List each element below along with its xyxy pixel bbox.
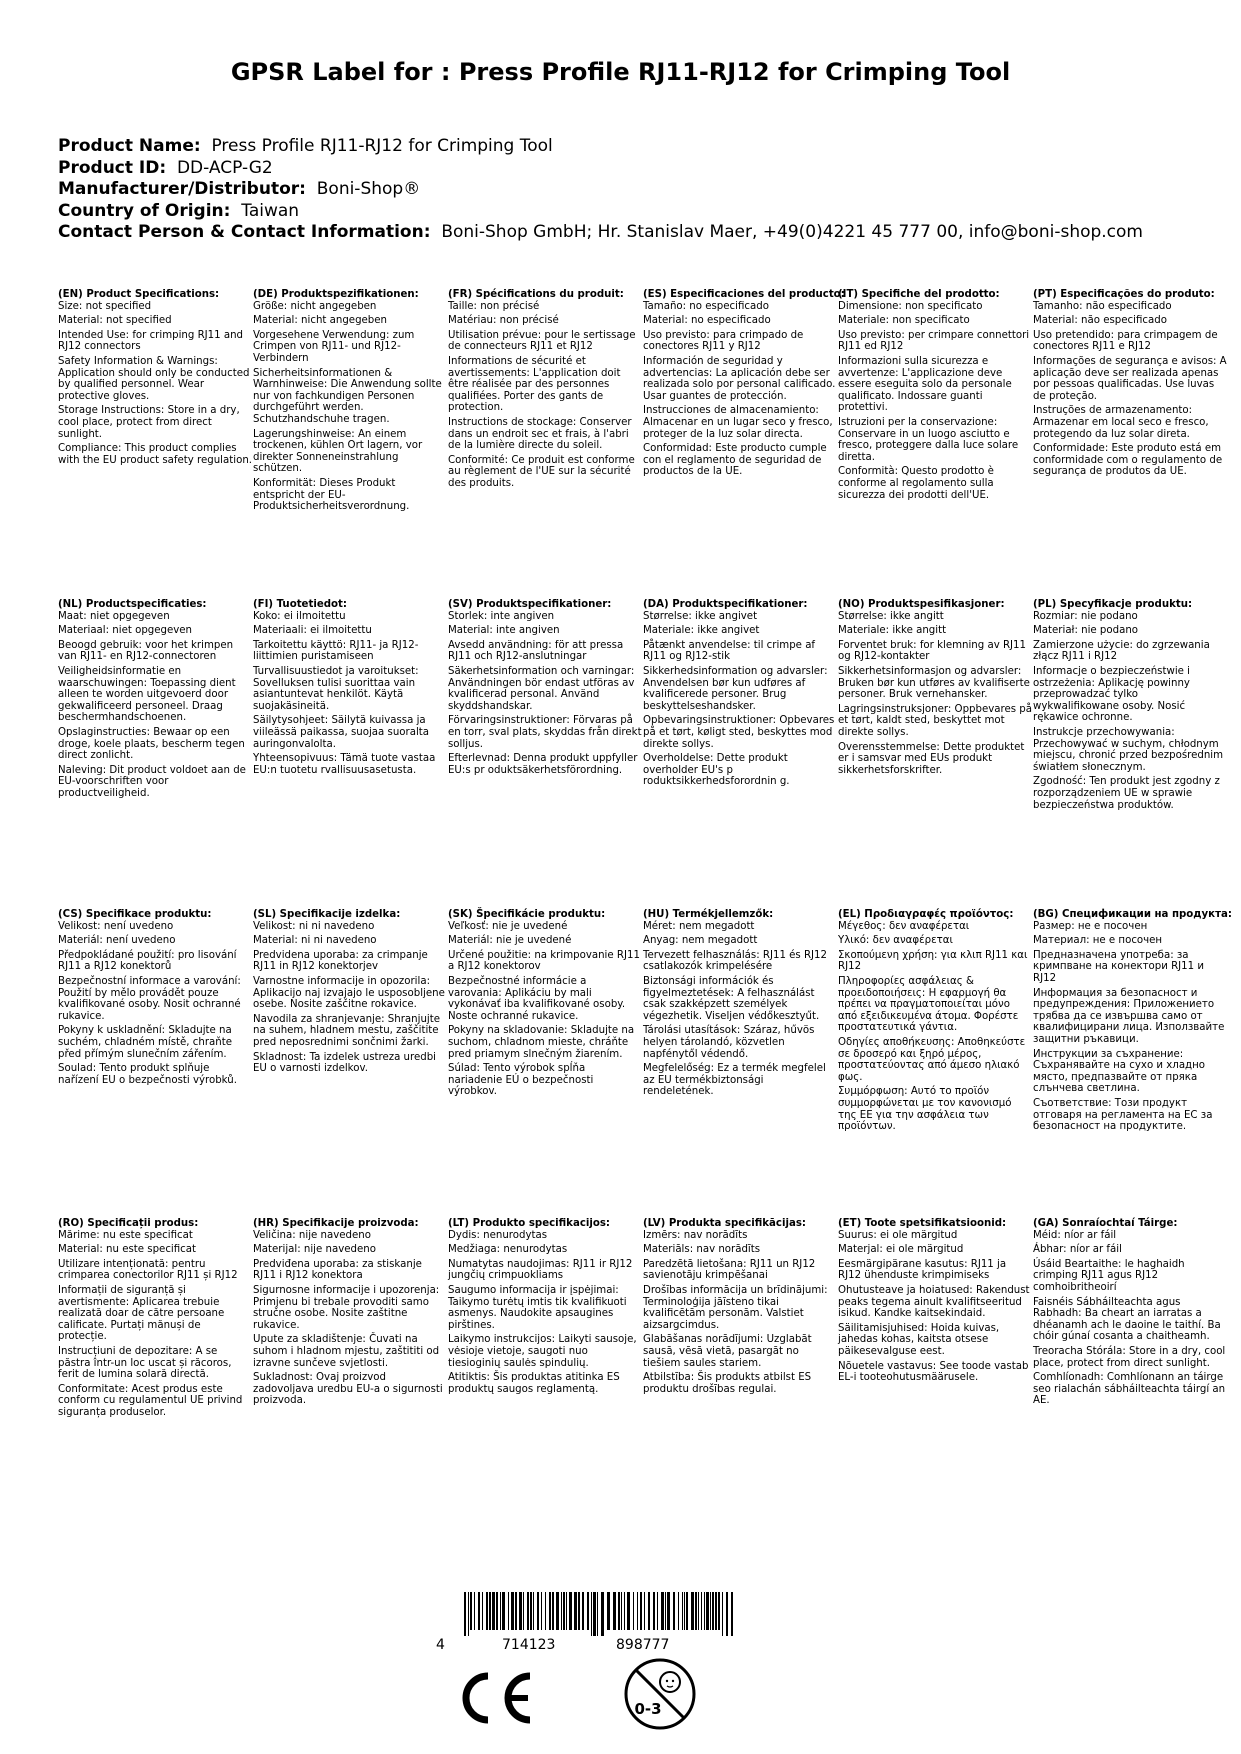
spec-paragraph: Rozmiar: nie podano — [1033, 610, 1138, 622]
barcode-bar — [715, 1592, 717, 1630]
spec-paragraph: Conformidad: Este producto cumple con el reglamento de seguridad de productos de la UE. — [643, 443, 827, 478]
barcode-bar — [478, 1592, 480, 1630]
spec-paragraph: Nõuetele vastavus: See toode vastab EL-i tooteohutusmäärusele. — [838, 1360, 1029, 1384]
spec-paragraph: Upute za skladištenje: Čuvati na suhom i hladnom mjestu, zaštititi od izravne sunčeve svjetlosti. — [253, 1334, 440, 1369]
spec-paragraph: Conformidade: Este produto está em conformidade com o regulamento de segurança de produtos da UE. — [1033, 443, 1223, 478]
spec-section — [448, 599, 642, 779]
spec-paragraph: Съответствие: Този продукт отговаря на регламента на ЕС за безопасност на продуктите. — [1033, 1097, 1213, 1133]
spec-paragraph: Glabāšanas norādījumi: Uzglabāt sausā, vēsā vietā, pasargāt no tiešiem saules stariem. — [643, 1334, 812, 1369]
spec-section — [838, 289, 1032, 504]
spec-paragraph: Conformitate: Acest produs este conform cu regulamentul UE privind siguranța produselor. — [58, 1383, 243, 1418]
spec-paragraph: Opbevaringsinstruktioner: Opbevares på et tørt, køligt sted, beskyttes mod direkte sollys. — [643, 715, 835, 750]
spec-paragraph: Forventet bruk: for klemning av RJ11 og RJ12-kontakter — [838, 639, 1027, 663]
spec-row — [58, 289, 1238, 589]
spec-paragraph: Informations de sécurité et avertissements: L'application doit être réalisée par des personnes qualifiées. Porter des gants de protection. — [448, 355, 621, 414]
barcode-bar — [661, 1592, 664, 1630]
spec-paragraph: Größe: nicht angegeben — [253, 300, 377, 312]
spec-paragraph: Lagringsinstruksjoner: Oppbevares på et tørt, kaldt sted, beskyttet mot direkte sollys. — [838, 703, 1032, 738]
barcode-bar — [496, 1592, 498, 1630]
spec-paragraph: Konformität: Dieses Produkt entspricht der EU-Produktsicherheitsverordnung. — [253, 477, 410, 513]
barcode-bar — [523, 1592, 524, 1630]
barcode-bar — [593, 1592, 596, 1636]
spec-section-heading: (PT) Especificações do produto: — [1033, 289, 1215, 300]
barcode-bar — [731, 1592, 733, 1636]
barcode-bar — [563, 1592, 565, 1630]
barcode-bars — [464, 1592, 734, 1636]
spec-paragraph: Informazioni sulla sicurezza e avvertenze: L'applicazione deve essere eseguita solo da personale qualificato. Indossare guanti protettivi. — [838, 355, 1012, 414]
spec-paragraph: Compliance: This product complies with the EU product safety regulation. — [58, 443, 253, 466]
spec-paragraph: Sikkerhedsinformation og advarsler: Anvendelsen bør kun udføres af kvalificerede personer. Brug beskyttelseshandsker. — [643, 665, 828, 712]
spec-paragraph: Storlek: inte angiven — [448, 610, 555, 622]
ean-barcode — [436, 1592, 736, 1658]
barcode-bar — [665, 1592, 666, 1630]
spec-paragraph: Velikost: ni ni navedeno — [253, 920, 375, 932]
spec-paragraph: Size: not specified — [58, 300, 152, 312]
spec-paragraph: Instrucciones de almacenamiento: Almacenar en un lugar seco y fresco, proteger de la luz solar directa. — [643, 405, 833, 440]
country-row — [58, 201, 1143, 223]
spec-section-heading: (LT) Produkto specifikacijos: — [448, 1218, 610, 1229]
spec-section-heading: (DA) Produktspecifikationer: — [643, 599, 808, 610]
spec-section-heading: (SV) Produktspecifikationer: — [448, 599, 612, 610]
spec-paragraph: Velikost: není uvedeno — [58, 920, 174, 932]
spec-section — [253, 289, 447, 516]
spec-paragraph: Dimensione: non specificato — [838, 300, 983, 312]
spec-paragraph: Uso pretendido: para crimpagem de conectores RJ11 e RJ12 — [1033, 329, 1218, 353]
barcode-bar — [474, 1592, 475, 1630]
barcode-bar — [530, 1592, 532, 1630]
info-label: Contact Person & Contact Information: — [58, 222, 431, 242]
spec-paragraph: Informacje o bezpieczeństwie i ostrzeżenia: Aplikację powinny przeprowadzać tylko wykwalifikowane osoby. Nosić rękawice ochronne. — [1033, 665, 1190, 724]
spec-paragraph: Material: not specified — [58, 315, 172, 327]
spec-paragraph: Размер: не е посочен — [1033, 920, 1148, 932]
spec-paragraph: Atbilstība: Šis produkts atbilst ES produktu drošības regulai. — [643, 1372, 812, 1395]
barcode-bar — [541, 1592, 542, 1630]
spec-section-heading: (BG) Спецификации на продукта: — [1033, 909, 1232, 920]
spec-paragraph: Säilitamisjuhised: Hoida kuivas, jahedas kohas, kaitsta otsese päikesevalguse eest. — [838, 1322, 1000, 1357]
spec-paragraph: Megfelelőség: Ez a termék megfelel az EU termékbiztonsági rendeletének. — [643, 1063, 826, 1098]
barcode-bar — [519, 1592, 522, 1630]
spec-paragraph: Určené použitie: na krimpovanie RJ11 a RJ12 konektorov — [448, 949, 640, 973]
spec-section — [58, 289, 252, 469]
barcode-bar — [657, 1592, 658, 1630]
spec-row — [58, 599, 1238, 899]
spec-section — [448, 1218, 642, 1398]
spec-paragraph: Úsáid Beartaithe: le haghaidh crimping RJ11 agus RJ12 comhoibritheoirí — [1033, 1258, 1185, 1293]
spec-paragraph: Instrukcje przechowywania: Przechowywać w suchym, chłodnym miejscu, chronić przed bezpośrednim światłem słonecznym. — [1033, 726, 1224, 773]
spec-paragraph: Koko: ei ilmoitettu — [253, 610, 346, 622]
info-value: Taiwan — [241, 200, 300, 221]
spec-section — [643, 909, 837, 1101]
spec-paragraph: Comhlíonadh: Comhlíonann an táirge seo rialachán sábháilteachta táirgí an AE. — [1033, 1372, 1226, 1407]
spec-paragraph: Materiál: není uvedeno — [58, 935, 176, 947]
barcode-bar — [684, 1592, 685, 1630]
barcode-bar — [537, 1592, 539, 1630]
spec-paragraph: Bezpečnostní informace a varování: Použití by mělo provádět pouze kvalifikované osoby. Nosit ochranné rukavice. — [58, 975, 241, 1022]
spec-paragraph: Størrelse: ikke angivet — [643, 610, 758, 622]
spec-paragraph: Предназначена употреба: за кримпване на конектори RJ11 и RJ12 — [1033, 949, 1205, 984]
barcode-digit-first: 4 — [436, 1637, 445, 1653]
barcode-bar — [667, 1592, 670, 1630]
info-label: Country of Origin: — [58, 200, 231, 221]
spec-paragraph: Atitiktis: Šis produktas atitinka ES produktų saugos reglamentą. — [448, 1372, 620, 1395]
barcode-bar — [578, 1592, 580, 1630]
spec-paragraph: Materiale: ikke angitt — [838, 625, 947, 637]
barcode-digits-left: 714123 — [502, 1637, 556, 1653]
spec-paragraph: Material: nu este specificat — [58, 1244, 197, 1256]
spec-paragraph: Tamaño: no especificado — [643, 300, 769, 312]
spec-paragraph: Materiale: non specificato — [838, 315, 970, 327]
spec-paragraph: Paredzētā lietošana: RJ11 un RJ12 savienotāju krimpēšanai — [643, 1258, 816, 1282]
spec-paragraph: Veiligheidsinformatie en waarschuwingen: Toepassing dient alleen te worden uitgevoerd door gekwalificeerd personeel. Draag beschermhandschoenen. — [58, 665, 236, 724]
spec-paragraph: Säkerhetsinformation och varningar: Användningen bör endast utföras av kvalificerad personal. Använd skyddshandskar. — [448, 665, 635, 712]
barcode-bar — [613, 1592, 616, 1630]
barcode-bar — [640, 1592, 642, 1630]
spec-paragraph: Intended Use: for crimping RJ11 and RJ12 connectors — [58, 329, 244, 353]
spec-section — [838, 1218, 1032, 1387]
spec-paragraph: Información de seguridad y advertencias: La aplicación debe ser realizada solo por personal calificado. Usar guantes de protección. — [643, 355, 836, 402]
spec-paragraph: Méid: níor ar fáil — [1033, 1229, 1117, 1241]
spec-paragraph: Taille: non précisé — [448, 300, 540, 312]
spec-paragraph: Treoracha Stórála: Store in a dry, cool place, protect from direct sunlight. — [1033, 1345, 1226, 1369]
spec-section-heading: (ES) Especificaciones del producto: — [643, 289, 845, 300]
barcode-bar — [704, 1592, 705, 1630]
spec-section — [1033, 289, 1227, 481]
info-value: DD-ACP-G2 — [176, 157, 273, 178]
barcode-bar — [706, 1592, 709, 1630]
spec-paragraph: Dydis: nenurodytas — [448, 1229, 548, 1241]
spec-paragraph: Súlad: Tento výrobok spĺňa nariadenie EÚ o bezpečnosti výrobkov. — [448, 1063, 594, 1098]
spec-paragraph: Bezpečnostné informácie a varovania: Aplikáciu by mali vykonávať iba kvalifikované osoby. Noste ochranné rukavice. — [448, 975, 626, 1022]
barcode-bar — [682, 1592, 683, 1630]
barcode-bar — [489, 1592, 491, 1630]
info-label: Manufacturer/Distributor: — [58, 179, 306, 199]
spec-section — [448, 909, 642, 1101]
barcode-digits-right: 898777 — [616, 1637, 670, 1653]
spec-section — [448, 289, 642, 493]
spec-section-heading: (HR) Specifikacije proizvoda: — [253, 1218, 419, 1229]
barcode-bar — [591, 1592, 592, 1636]
spec-paragraph: Materiale: ikke angivet — [643, 625, 760, 637]
barcode-bar — [627, 1592, 630, 1630]
spec-paragraph: Instruções de armazenamento: Armazenar em local seco e fresco, protegendo da luz solar direta. — [1033, 405, 1209, 440]
spec-paragraph: Mărime: nu este specificat — [58, 1229, 193, 1241]
spec-paragraph: Overensstemmelse: Dette produktet er i samsvar med EUs produkt sikkerhetsforskrifter. — [838, 741, 1025, 776]
spec-paragraph: Laikymo instrukcijos: Laikyti sausoje, vėsioje vietoje, saugoti nuo tiesioginių saulės spindulių. — [448, 1334, 637, 1369]
info-value: Press Profile RJ11-RJ12 for Crimping Tool — [211, 136, 553, 156]
spec-paragraph: Conformità: Questo prodotto è conforme al regolamento sulla sicurezza dei prodotti dell'UE. — [838, 466, 994, 501]
info-label: Product Name: — [58, 136, 201, 156]
spec-paragraph: Sicherheitsinformationen & Warnhinweise: Die Anwendung sollte nur von fachkundigen Personen durchgeführt werden. Schutzhandschuhe tragen. — [253, 367, 442, 425]
spec-row — [58, 1218, 1238, 1518]
spec-paragraph: Tervezett felhasználás: RJ11 és RJ12 csatlakozók krimpelésére — [643, 949, 828, 973]
barcode-bar — [637, 1592, 638, 1630]
spec-paragraph: Istruzioni per la conservazione: Conservare in un luogo asciutto e fresco, proteggere dalla luce solare diretta. — [838, 416, 1019, 463]
spec-paragraph: Informații de siguranță și avertismente: Aplicarea trebuie realizată doar de către persoane calificate. Purtați mănuși de protecție. — [58, 1284, 225, 1343]
spec-paragraph: Инструкции за съхранение: Съхранявайте на сухо и хладно място, предпазвайте от пряка слънчева светлина. — [1033, 1048, 1205, 1095]
spec-paragraph: Sikkerhetsinformasjon og advarsler: Bruken bør kun utføres av kvalifiserte personer. Bruk vernehansker. — [838, 665, 1030, 701]
spec-section-heading: (NO) Produktspesifikasjoner: — [838, 599, 1005, 610]
spec-paragraph: Säilytysohjeet: Säilytä kuivassa ja viileässä paikassa, suojaa suoralta auringonvalolta. — [253, 715, 430, 750]
spec-section — [253, 599, 447, 779]
spec-paragraph: Pokyny na skladovanie: Skladujte na suchom, chladnom mieste, chráňte pred priamym slnečným žiarením. — [448, 1025, 635, 1060]
spec-paragraph: Utilisation prévue: pour le sertissage de connecteurs RJ11 et RJ12 — [448, 329, 636, 353]
contact-row — [58, 222, 1143, 244]
barcode-bar — [470, 1592, 472, 1630]
barcode-bar — [695, 1592, 697, 1630]
spec-paragraph: Veľkosť: nie je uvedené — [448, 920, 568, 932]
spec-paragraph: Medžiaga: nenurodytas — [448, 1244, 568, 1256]
spec-paragraph: Skladnost: Ta izdelek ustreza uredbi EU o varnosti izdelkov. — [253, 1051, 437, 1075]
spec-section — [1033, 599, 1227, 814]
barcode-bar — [464, 1592, 466, 1636]
spec-paragraph: Biztonsági információk és figyelmeztetések: A felhasználást csak szakképzett személyek végezhetik. Viseljen védőkesztyűt. — [643, 975, 820, 1022]
spec-paragraph: Størrelse: ikke angitt — [838, 610, 944, 622]
info-label: Product ID: — [58, 157, 167, 178]
spec-paragraph: Eesmärgipärane kasutus: RJ11 ja RJ12 ühenduste krimpimiseks — [838, 1258, 1007, 1282]
spec-paragraph: Material: não especificado — [1033, 315, 1167, 327]
spec-paragraph: Méret: nem megadott — [643, 920, 755, 932]
spec-section — [838, 599, 1032, 779]
spec-section-heading: (PL) Specyfikacje produktu: — [1033, 599, 1193, 610]
spec-paragraph: Uso previsto: para crimpado de conectores RJ11 y RJ12 — [643, 329, 804, 353]
spec-paragraph: Tárolási utasítások: Száraz, hűvös helyen tárolandó, közvetlen napfénytől védendő. — [643, 1025, 815, 1060]
spec-paragraph: Material: ni ni navedeno — [253, 935, 377, 947]
spec-section-heading: (DE) Produktspezifikationen: — [253, 289, 419, 300]
barcode-bar — [597, 1592, 598, 1636]
spec-paragraph: Conformité: Ce produit est conforme au règlement de l'UE sur la sécurité des produits. — [448, 454, 635, 489]
barcode-bar — [587, 1592, 589, 1630]
spec-paragraph: Matériau: non précisé — [448, 315, 559, 327]
spec-paragraph: Efterlevnad: Denna produkt uppfyller EU:s pr oduktsäkerhetsförordning. — [448, 753, 638, 776]
spec-paragraph: Zgodność: Ten produkt jest zgodny z rozporządzeniem UE w sprawie bezpieczeństwa produktów. — [1033, 776, 1220, 811]
spec-paragraph: Uso previsto: per crimpare connettori RJ11 ed RJ12 — [838, 329, 1030, 353]
spec-paragraph: Informações de segurança e avisos: A aplicação deve ser realizada apenas por pessoas qualificadas. Use luvas de proteção. — [1033, 355, 1227, 402]
barcode-bar — [712, 1592, 714, 1630]
barcode-bar — [574, 1592, 577, 1630]
spec-paragraph: Maat: niet opgegeven — [58, 610, 170, 622]
spec-paragraph: Předpokládané použití: pro lisování RJ11 a RJ12 konektorů — [58, 949, 237, 973]
barcode-bar — [515, 1592, 517, 1630]
spec-paragraph: Numatytas naudojimas: RJ11 ir RJ12 jungčių crimpuokliams — [448, 1258, 633, 1282]
barcode-bar — [582, 1592, 584, 1630]
spec-paragraph: Saugumo informacija ir įspėjimai: Taikymo turėtų imtis tik kvalifikuoti asmenys. Naudokite apsaugines pirštines. — [448, 1284, 627, 1331]
spec-section-heading: (FR) Spécifications du produit: — [448, 289, 624, 300]
spec-paragraph: Naleving: Dit product voldoet aan de EU-voorschriften voor productveiligheid. — [58, 764, 246, 799]
spec-paragraph: Materijal: nije navedeno — [253, 1244, 376, 1256]
spec-paragraph: Instructions de stockage: Conserver dans un endroit sec et frais, à l'abri de la lumière directe du soleil. — [448, 416, 632, 452]
spec-paragraph: Ábhar: níor ar fáil — [1033, 1244, 1122, 1256]
barcode-bar — [569, 1592, 572, 1630]
spec-paragraph: Πληροφορίες ασφάλειας & προειδοποιήσεις: Η εφαρμογή θα πρέπει να πραγματοποιείται μόνο από εξειδικευμένα άτομα. Φορέστε προστατευτικά γάντια. — [838, 975, 1019, 1034]
spec-section-heading: (ET) Toote spetsifikatsioonid: — [838, 1218, 1007, 1229]
barcode-bar — [533, 1592, 534, 1630]
barcode-bar — [556, 1592, 559, 1630]
barcode-bar — [726, 1592, 728, 1636]
spec-paragraph: Информация за безопасност и предупреждения: Приложението трябва да се извършва само от квалифицирани лица. Използвайте защитни ръкавици. — [1033, 987, 1225, 1045]
spec-section — [58, 599, 252, 803]
spec-paragraph: Tamanho: não especificado — [1033, 300, 1172, 312]
spec-paragraph: Material: no especificado — [643, 315, 771, 327]
barcode-bar — [552, 1592, 554, 1630]
barcode-bar — [508, 1592, 509, 1630]
spec-section-heading: (EN) Product Specifications: — [58, 289, 220, 300]
info-value: Boni-Shop GmbH; Hr. Stanislav Maer, +49(0)4221 45 777 00, info@boni-shop.com — [441, 222, 1143, 242]
spec-section-heading: (EL) Προδιαγραφές προϊόντος: — [838, 909, 1014, 920]
spec-paragraph: Soulad: Tento produkt splňuje nařízení EU o bezpečnosti výrobků. — [58, 1063, 237, 1086]
spec-paragraph: Instrucțiuni de depozitare: A se păstra într-un loc uscat și răcoros, ferit de lumina solară directă. — [58, 1345, 232, 1381]
label-title: GPSR Label for : Press Profile RJ11-RJ12 for Crimping Tool — [230, 58, 1011, 86]
spec-paragraph: Opslaginstructies: Bewaar op een droge, koele plaats, bescherm tegen direct zonlicht. — [58, 726, 245, 762]
ce-mark-icon — [452, 1670, 536, 1730]
barcode-bar — [502, 1592, 505, 1630]
barcode-bar — [698, 1592, 699, 1630]
barcode-bar — [633, 1592, 634, 1630]
spec-paragraph: Yhteensopivuus: Tämä tuote vastaa EU:n tuotetu rvallisuusasetusta. — [253, 753, 436, 776]
spec-paragraph: Izmērs: nav norādīts — [643, 1229, 748, 1241]
barcode-bar — [527, 1592, 529, 1630]
spec-paragraph: Materiaal: niet opgegeven — [58, 625, 193, 637]
spec-paragraph: Overholdelse: Dette produkt overholder EU's p roduktsikkerhedsforordnin g. — [643, 753, 790, 788]
spec-paragraph: Υλικό: δεν αναφέρεται — [838, 935, 953, 947]
spec-paragraph: Predvidena uporaba: za crimpanje RJ11 in RJ12 konektorjev — [253, 949, 428, 973]
spec-paragraph: Οδηγίες αποθήκευσης: Αποθηκεύστε σε δροσερό και ξηρό μέρος, προστατεύοντας από άμεσο ηλιακό φως. — [838, 1036, 1026, 1083]
spec-section-heading: (LV) Produkta specifikācijas: — [643, 1218, 806, 1229]
barcode-bar — [607, 1592, 610, 1630]
barcode-bar — [566, 1592, 567, 1630]
spec-section — [253, 909, 447, 1078]
barcode-bar — [701, 1592, 702, 1630]
spec-section-heading: (IT) Specifiche del prodotto: — [838, 289, 1000, 300]
barcode-bar — [482, 1592, 483, 1630]
spec-section — [1033, 1218, 1227, 1410]
spec-paragraph: Turvallisuustiedot ja varoitukset: Sovelluksen tulisi suorittaa vain asiantuntevat henkilöt. Käytä suojakäsineitä. — [253, 665, 419, 712]
spec-paragraph: Storage Instructions: Store in a dry, cool place, protect from direct sunlight. — [58, 405, 240, 440]
spec-paragraph: Lagerungshinweise: An einem trockenen, kühlen Ort lagern, vor direkter Sonneneinstrahlung schützen. — [253, 428, 423, 475]
spec-paragraph: Sukladnost: Ovaj proizvod zadovoljava uredbu EU-a o sigurnosti proizvoda. — [253, 1372, 443, 1407]
spec-section-heading: (CS) Specifikace produktu: — [58, 909, 212, 920]
barcode-bar — [644, 1592, 645, 1630]
spec-section — [58, 909, 252, 1089]
spec-paragraph: Μέγεθος: δεν αναφέρεται — [838, 920, 970, 932]
spec-paragraph: Suurus: ei ole märgitud — [838, 1229, 958, 1241]
not-for-children-0-3-icon — [622, 1656, 698, 1736]
spec-paragraph: Avsedd användning: för att pressa RJ11 och RJ12-anslutningar — [448, 639, 624, 663]
barcode-bar — [468, 1592, 469, 1636]
barcode-bar — [722, 1592, 723, 1636]
spec-section-heading: (GA) Sonraíochtaí Táirge: — [1033, 1218, 1178, 1229]
spec-paragraph: Materiaali: ei ilmoitettu — [253, 625, 372, 637]
spec-section-heading: (RO) Specificații produs: — [58, 1218, 199, 1229]
spec-paragraph: Materiał: nie podano — [1033, 625, 1139, 637]
spec-paragraph: Påtænkt anvendelse: til crimpe af RJ11 og RJ12-stik — [643, 639, 816, 663]
spec-paragraph: Veličina: nije navedeno — [253, 1229, 371, 1241]
barcode-bar — [678, 1592, 679, 1630]
spec-paragraph: Faisnéis Sábháilteachta agus Rabhadh: Ba cheart an iarratas a dhéanamh ach le daoine le taithí. Ba chóir gúnaí cosanta a chaitheamh. — [1033, 1296, 1221, 1343]
barcode-bar — [624, 1592, 625, 1630]
spec-section — [643, 599, 837, 791]
barcode-bar — [691, 1592, 694, 1630]
spec-section-heading: (SK) Špecifikácie produktu: — [448, 909, 606, 920]
spec-section-heading: (HU) Termékjellemzők: — [643, 909, 774, 920]
spec-paragraph: Anyag: nem megadott — [643, 935, 758, 947]
spec-section-heading: (FI) Tuotetiedot: — [253, 599, 347, 610]
spec-paragraph: Navodila za shranjevanje: Shranjujte na suhem, hladnem mestu, zaščitite pred neposrednimi sončnimi žarki. — [253, 1013, 441, 1048]
barcode-bar — [601, 1592, 604, 1636]
barcode-bar — [511, 1592, 514, 1630]
spec-paragraph: Zamierzone użycie: do zgrzewania złącz RJ11 i RJ12 — [1033, 639, 1210, 663]
barcode-bar — [621, 1592, 622, 1630]
barcode-bar — [673, 1592, 675, 1630]
spec-paragraph: Συμμόρφωση: Αυτό το προϊόν συμμορφώνεται με τον κανονισμό της ΕΕ για την ασφάλεια των προϊόντων. — [838, 1086, 1012, 1133]
barcode-bar — [686, 1592, 688, 1630]
barcode-bar — [618, 1592, 620, 1630]
spec-paragraph: Materiál: nie je uvedené — [448, 935, 572, 947]
age-range-label: 0-3 — [634, 1700, 662, 1718]
product-info — [58, 136, 1143, 244]
spec-paragraph: Vorgesehene Verwendung: zum Crimpen von RJ11- und RJ12-Verbindern — [253, 329, 415, 364]
spec-paragraph: Beoogd gebruik: voor het krimpen van RJ11- en RJ12-connectoren — [58, 639, 234, 663]
barcode-bar — [710, 1592, 711, 1630]
spec-paragraph: Материал: не е посочен — [1033, 935, 1163, 947]
spec-paragraph: Förvaringsinstruktioner: Förvaras på en torr, sval plats, skyddas från direkt solljus. — [448, 715, 642, 750]
spec-paragraph: Utilizare intenționată: pentru crimparea conectorilor RJ11 și RJ12 — [58, 1258, 238, 1282]
barcode-bar — [492, 1592, 495, 1630]
spec-paragraph: Material: inte angiven — [448, 625, 560, 637]
info-value: Boni-Shop® — [316, 179, 421, 199]
spec-section-heading: (NL) Productspecificaties: — [58, 599, 207, 610]
barcode-bar — [718, 1592, 720, 1630]
product-id-row — [58, 158, 1143, 180]
spec-paragraph: Σκοπούμενη χρήση: για κλιπ RJ11 και RJ12 — [838, 949, 1028, 973]
spec-section — [643, 289, 845, 481]
barcode-bar — [549, 1592, 551, 1630]
spec-paragraph: Materiāls: nav norādīts — [643, 1244, 761, 1256]
spec-paragraph: Sigurnosne informacije i upozorenja: Primjenu bi trebale provoditi samo stručne osobe. Nosite zaštitne rukavice. — [253, 1284, 440, 1331]
spec-row — [58, 909, 1238, 1209]
spec-paragraph: Materjal: ei ole märgitud — [838, 1244, 964, 1256]
spec-section-heading: (SL) Specifikacije izdelka: — [253, 909, 401, 920]
spec-paragraph: Pokyny k uskladnění: Skladujte na suchém, chladném místě, chraňte před přímým slunečním zářením. — [58, 1025, 232, 1060]
barcode-bar — [648, 1592, 650, 1630]
barcode-bar — [486, 1592, 488, 1630]
spec-paragraph: Predviđena uporaba: za stiskanje RJ11 i RJ12 konektora — [253, 1258, 422, 1282]
spec-section — [643, 1218, 837, 1398]
spec-section — [58, 1218, 252, 1422]
spec-paragraph: Varnostne informacije in opozorila: Aplikacijo naj izvajajo le usposobljene osebe. Nosite zaščitne rokavice. — [253, 975, 445, 1011]
barcode-bar — [500, 1592, 501, 1630]
spec-paragraph: Drošības informācija un brīdinājumi: Terminoloģija jāīsteno tikai kvalificētām personām. Valstiet aizsargcimdus. — [643, 1284, 828, 1331]
manufacturer-row — [58, 179, 1143, 201]
spec-section — [838, 909, 1032, 1136]
barcode-bar — [653, 1592, 655, 1630]
barcode-bar — [561, 1592, 562, 1630]
spec-paragraph: Tarkoitettu käyttö: RJ11- ja RJ12-liittimien puristamiseen — [253, 639, 419, 663]
spec-paragraph: Ohutusteave ja hoiatused: Rakendust peaks tegema ainult kvalifitseeritud isikud. Kandke kaitsekindaid. — [838, 1284, 1030, 1320]
product-name-row — [58, 136, 1143, 158]
spec-paragraph: Material: nicht angegeben — [253, 315, 387, 327]
barcode-bar — [545, 1592, 546, 1630]
spec-section — [253, 1218, 447, 1410]
spec-section — [1033, 909, 1232, 1136]
spec-paragraph: Safety Information & Warnings: Application should only be conducted by qualified personnel. Wear protective gloves. — [58, 355, 250, 402]
